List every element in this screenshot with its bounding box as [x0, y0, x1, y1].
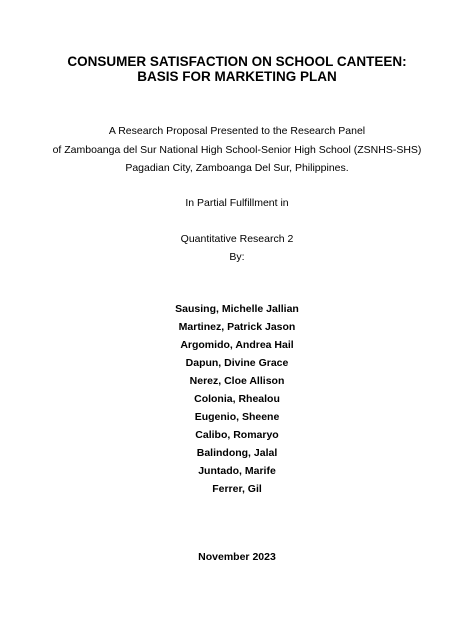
author-name: Sausing, Michelle Jallian — [175, 303, 299, 315]
by-label: By: — [229, 251, 245, 263]
title-line-2: BASIS FOR MARKETING PLAN — [137, 69, 337, 84]
author-name: Calibo, Romaryo — [195, 429, 279, 441]
author-name: Ferrer, Gil — [212, 483, 262, 495]
submission-date: November 2023 — [198, 551, 276, 563]
author-name: Balindong, Jalal — [196, 447, 278, 459]
author-name: Nerez, Cloe Allison — [189, 375, 285, 387]
presentation-line-1: A Research Proposal Presented to the Research Panel — [108, 125, 366, 137]
fulfillment-statement: In Partial Fulfillment in — [185, 197, 289, 209]
title-line-1: CONSUMER SATISFACTION ON SCHOOL CANTEEN: — [67, 54, 407, 69]
author-list — [0, 300, 474, 498]
author-name: Eugenio, Sheene — [194, 411, 280, 423]
author-name: Martinez, Patrick Jason — [178, 321, 296, 333]
document-title — [0, 54, 474, 84]
presentation-statement — [0, 122, 474, 178]
presentation-line-3: Pagadian City, Zamboanga Del Sur, Philippines. — [125, 162, 349, 174]
author-name: Colonia, Rhealou — [194, 393, 280, 405]
author-name: Dapun, Divine Grace — [185, 357, 289, 369]
author-name: Juntado, Marife — [198, 465, 276, 477]
presentation-line-2: of Zamboanga del Sur National High School-Senior High School (ZSNHS-SHS) — [52, 143, 422, 156]
author-name: Argomido, Andrea Hail — [180, 339, 294, 351]
subject-name: Quantitative Research 2 — [180, 233, 294, 245]
